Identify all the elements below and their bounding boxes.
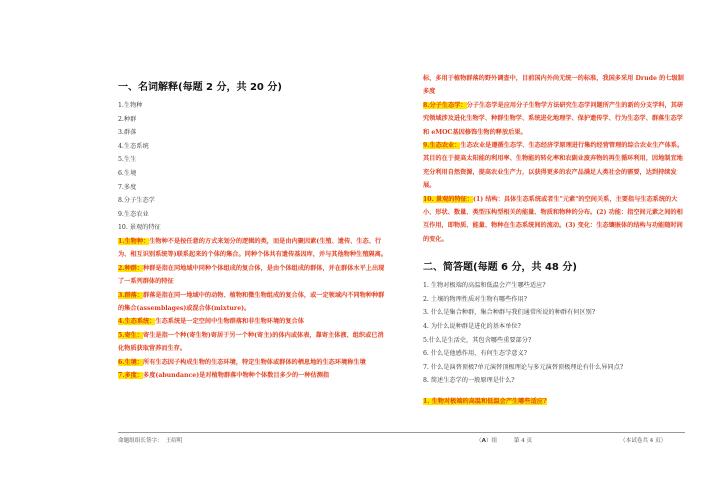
answer-item <box>423 99 685 139</box>
answer-item <box>118 356 388 369</box>
footer-divider <box>118 432 685 433</box>
term-item: 4.生态系统 <box>118 142 149 150</box>
answer-key: 4.生态系统： <box>118 318 156 326</box>
footer-total-pages: （本试卷共 4 页） <box>620 438 667 444</box>
highlighted-question-text: 1. 生物对极端的高温和低温会产生哪些适应? <box>423 398 547 406</box>
answer-key: 1.生物种： <box>118 237 150 245</box>
term-item: 2.种群 <box>118 115 137 123</box>
answer-list <box>118 235 388 382</box>
term-list <box>118 99 388 235</box>
answer-text: 生物种不是按任意的方式来划分的逻辑的类，而是由内聚因素(生殖、遗传、生态、行为、相互识别系统等)联系起来的个体的集合。同种个体共有遗传基因库，并与其他物种生殖隔离。 <box>118 237 387 259</box>
answer-key: 7.多度： <box>118 372 144 379</box>
right-column <box>423 72 685 405</box>
footer-group-letter: A <box>481 438 486 444</box>
answer-continuation: 标，多用于植物群落的野外调查中，目前国内外尚无统一的标准，我国多采用 Drude 的七级制多度 <box>423 75 684 96</box>
footer-page-number: ）组 第 4 页 <box>485 438 533 444</box>
answer-item <box>118 289 388 316</box>
answer-item <box>423 193 685 247</box>
answer-key: 9.生态农业： <box>423 142 461 150</box>
footer-signature: 命题组组长签字： 王绍明 <box>118 438 183 444</box>
term-item: 5.生生 <box>118 156 137 164</box>
answer-text: 寄生是指一个种(寄生物)寄居于另一个种(寄主)的体内或体表，靠寄主体液、组织或已消化物质获取营养而生存。 <box>118 331 384 353</box>
answer-key: 6.生境： <box>118 358 144 366</box>
question-item: 6. 什么是他感作用，有何生态学意义? <box>423 350 527 358</box>
question-item: 3. 什么是集合种群，集合种群与我们通常所说的种群有何区别? <box>423 309 596 317</box>
question-item: 2. 土壤的物理性质对生物有哪些作用? <box>423 295 527 303</box>
term-item: 3.群落 <box>118 129 137 137</box>
answer-item <box>118 369 388 382</box>
question-item: 7. 什么是演替顶极?单元演替顶极理论与多元演替顶极理论有什么异同点? <box>423 363 624 371</box>
footer-page-info <box>476 436 532 444</box>
answer-key: 2.种群： <box>118 264 144 272</box>
answer-text: 所有生态因子构成生物的生态环境，特定生物体或群体的栖息地的生态环境称生境 <box>143 358 366 366</box>
answer-item <box>423 139 685 193</box>
term-item: 1.生物种 <box>118 102 143 109</box>
answer-text: 种群是指在同地域中同种个体组成的复合体，是由个体组成的群体，并在群体水平上出现了一系列群体的特征 <box>118 264 385 286</box>
question-list <box>423 279 685 388</box>
answer-item <box>118 262 388 289</box>
question-item: 5.什么是生活史，其包含哪些重要部分? <box>423 336 532 344</box>
term-item: 10. 景观的特征 <box>118 224 161 232</box>
term-item: 7.多度 <box>118 183 137 191</box>
answer-text: 生态农业是遵循生态学、生态经济学原理进行集约经营管理的综合农业生产体系。其目的在于提高太阳能的利用率、生物能的转化率和农副业废弃物的再生循环利用，因地制宜地充分利用自然资源，提高农业生产力，以获得更多的农产品满足人类社会的需要，达到持续发展。 <box>423 142 684 190</box>
answer-text: 群落是指在同一地域中的动物、植物和微生物组成的复合体，或一定领域内不同物种种群的集合(assemblages)或混合体(mixture)。 <box>118 291 385 312</box>
section-heading-definitions: 一、名词解释(每题 2 分，共 20 分) <box>118 82 282 93</box>
answer-key: 10. 景观的特征： <box>423 195 474 203</box>
question-item: 8. 简述生态学的一般原理是什么? <box>423 377 515 385</box>
footer-paren-open: （ <box>476 438 482 444</box>
answer-item <box>118 315 388 328</box>
question-item: 4. 为什么说种群是进化的基本单位? <box>423 323 521 331</box>
answer-text: 分子生态学是应用分子生物学方法研究生态学问题所产生的新的分支学科，其研究领域涉及进化生物学、种群生物学、系统进化地理学、保护遗传学、行为生态学、群落生态学和 eMOC基因修饰生物的释放后果。 <box>423 101 684 136</box>
answer-text: 多度(abundance)是对植物群落中物种个体数目多少的一种估测指 <box>143 372 330 379</box>
term-item: 9.生态农业 <box>118 210 149 218</box>
answer-list <box>423 72 685 246</box>
term-item: 8.分子生态学 <box>118 197 155 205</box>
left-column <box>118 78 388 382</box>
term-item: 6.生境 <box>118 169 137 177</box>
answer-key: 3.群落： <box>118 291 144 299</box>
question-item: 1. 生物对极端的高温和低温会产生哪些适应? <box>423 282 546 290</box>
answer-item <box>118 329 388 356</box>
answer-text: (1) 结构：具体生态系统或者生"元素"的空间关系，主要指与生态系统的大小、形状、数量、类型压构型相关的能量、物质和物种的分布。(2) 功能：指空间元素之间的相互作用，即物质、能量、物种在生态系统间的流动。(3) 变化：生态镶嵌体的结构与功能随时间的变化。 <box>423 195 683 243</box>
answer-text: 生态系统是一定空间中生物群落和非生物环境的复合体 <box>155 318 304 326</box>
answer-key: 5.寄生： <box>118 331 144 339</box>
answer-key: 8.分子生态学： <box>423 101 467 109</box>
highlighted-question <box>423 396 685 405</box>
section-heading-short-answer: 二、简答题(每题 6 分，共 48 分) <box>423 262 577 274</box>
answer-item <box>118 235 388 262</box>
